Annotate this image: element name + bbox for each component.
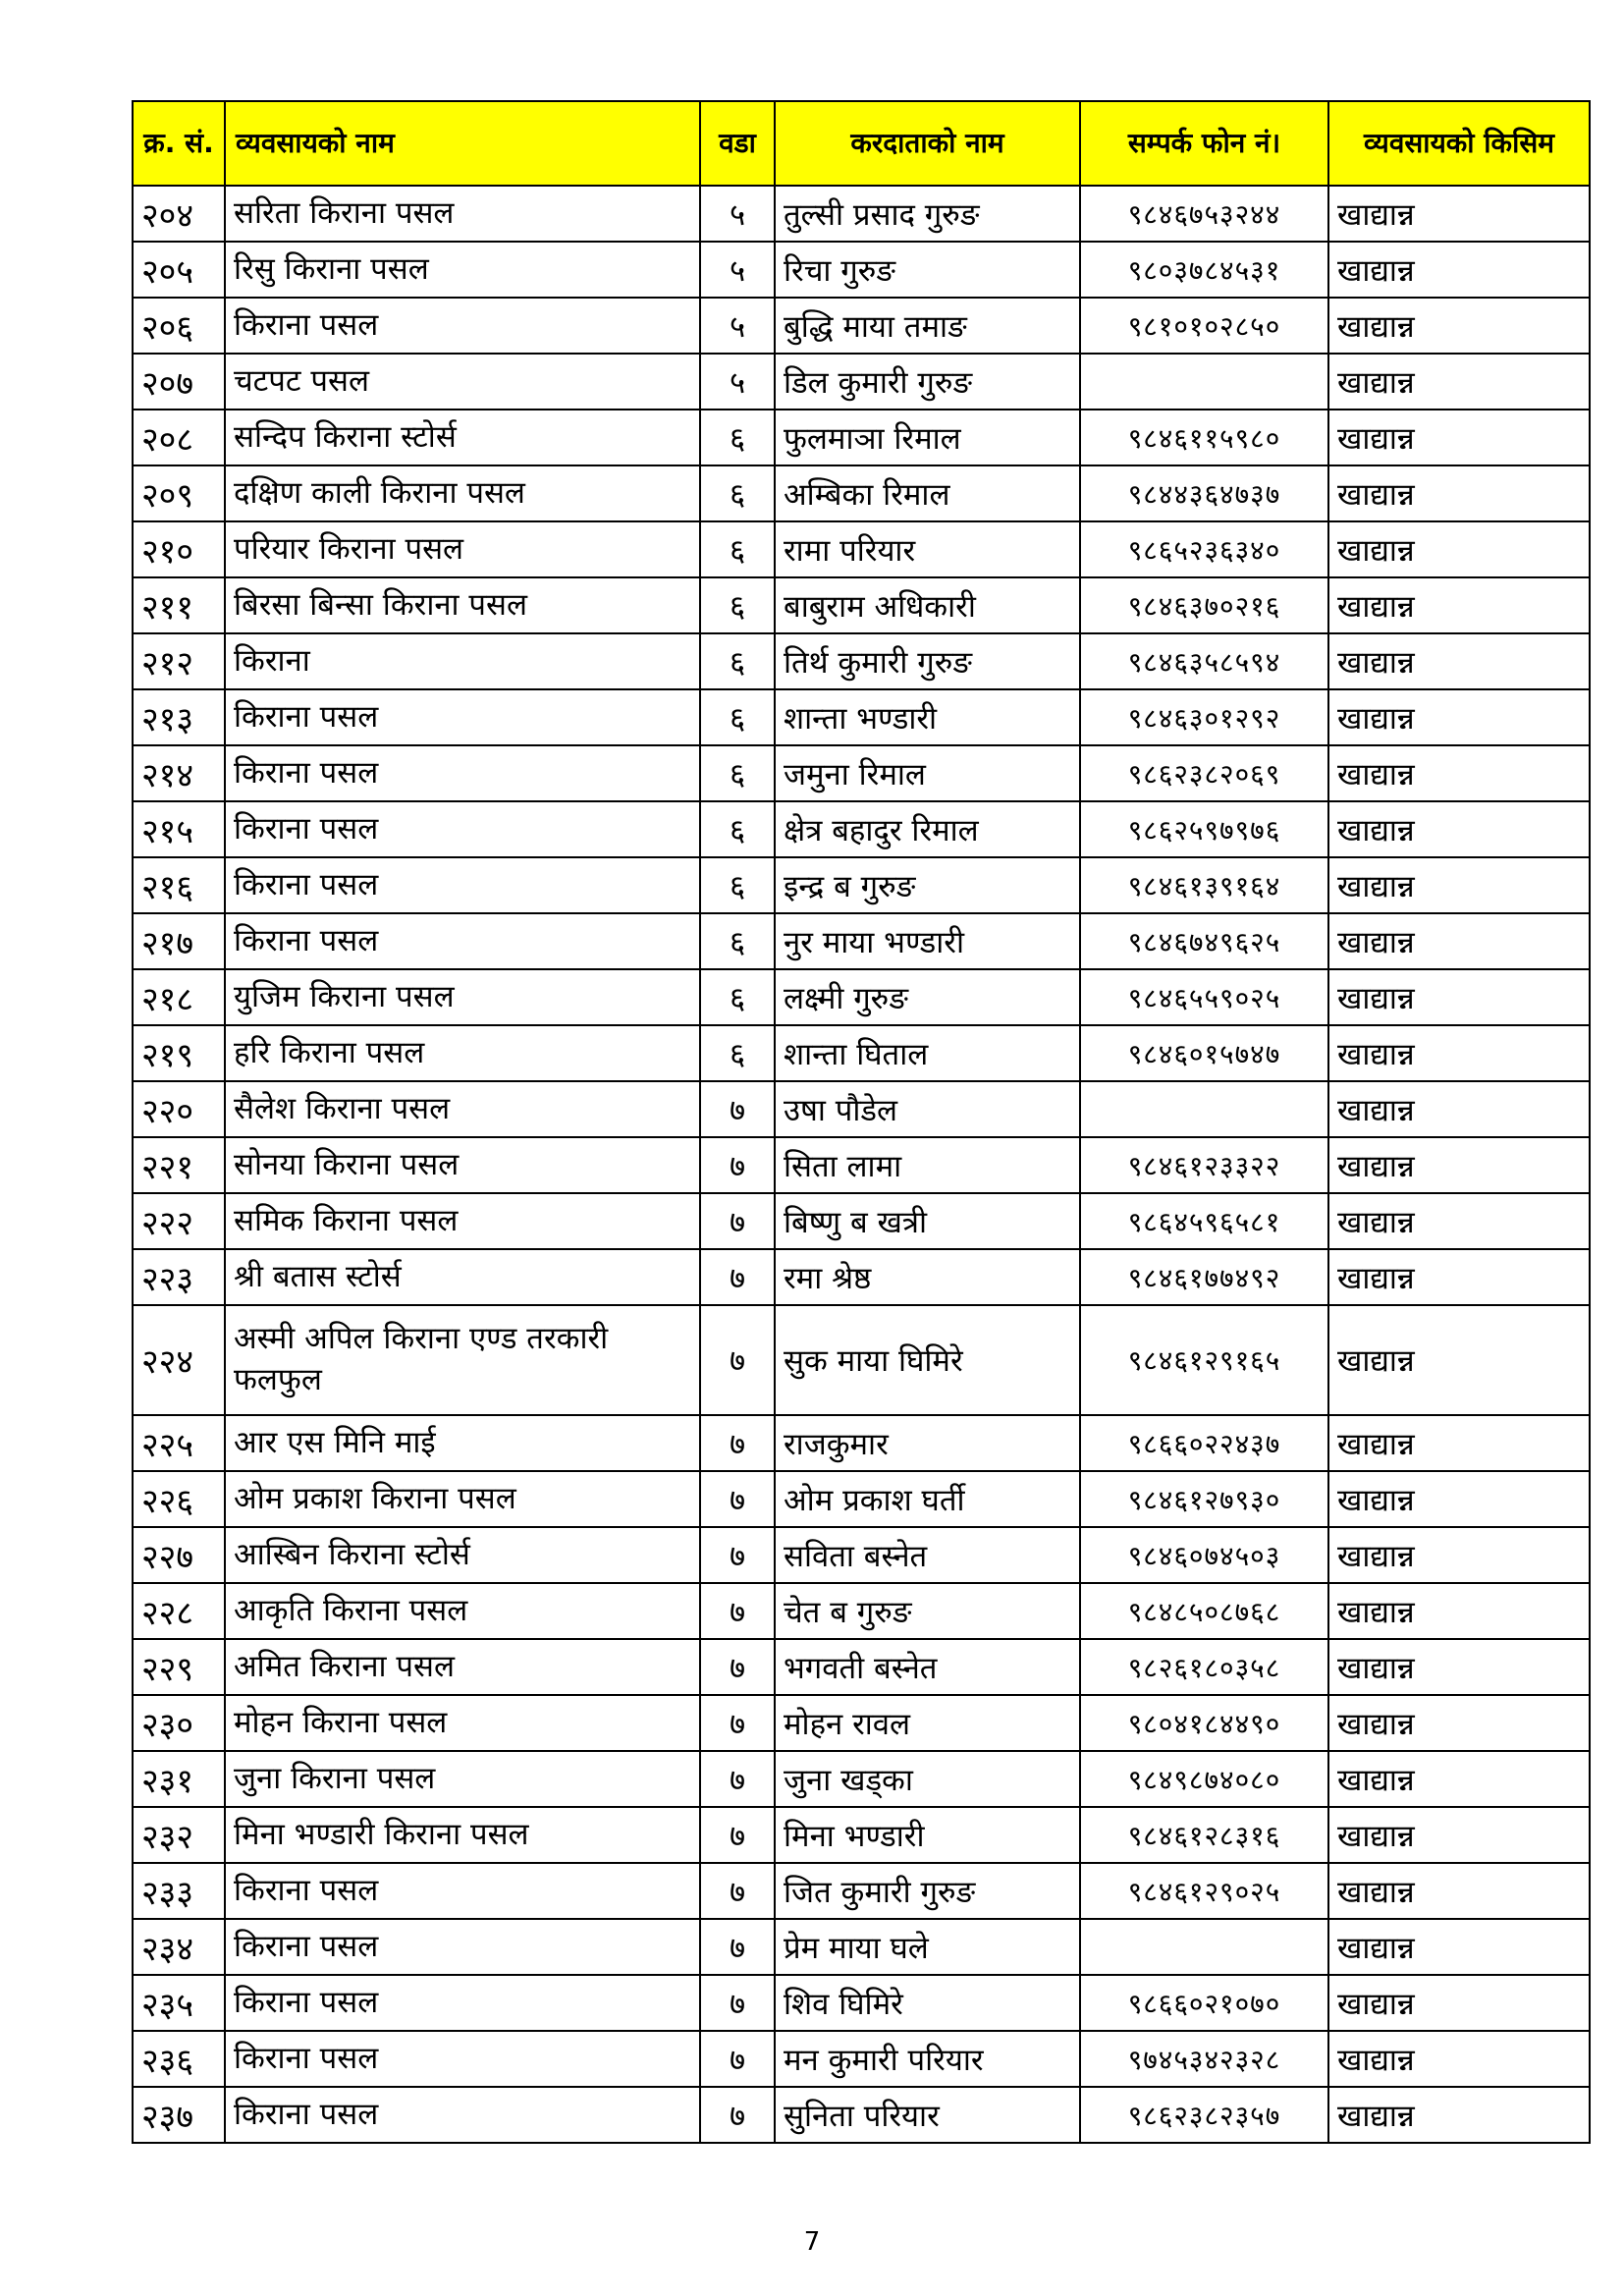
cell-ward: ७: [700, 1919, 775, 1975]
cell-business-type: खाद्यान्न: [1328, 1807, 1590, 1863]
cell-business-name: रिसु किराना पसल: [225, 242, 700, 298]
cell-taxpayer-name: फुलमाञा रिमाल: [775, 410, 1080, 465]
cell-contact-phone: ९८४६१२९१६५: [1080, 1305, 1328, 1415]
cell-business-name: सन्दिप किराना स्टोर्स: [225, 410, 700, 465]
cell-serial-number: २२३: [133, 1249, 225, 1305]
cell-serial-number: २१०: [133, 521, 225, 577]
cell-contact-phone: ९८४६०७४५०३: [1080, 1527, 1328, 1583]
table-row: [133, 1807, 1590, 1863]
cell-ward: ६: [700, 801, 775, 857]
cell-taxpayer-name: चेत ब गुरुङ: [775, 1583, 1080, 1639]
cell-business-name: सरिता किराना पसल: [225, 186, 700, 242]
cell-taxpayer-name: अम्बिका रिमाल: [775, 465, 1080, 521]
cell-serial-number: २२९: [133, 1639, 225, 1695]
table-header-row: [133, 101, 1590, 186]
header-ward: वडा: [700, 101, 775, 186]
cell-serial-number: २१३: [133, 689, 225, 745]
cell-taxpayer-name: जुना खड्का: [775, 1751, 1080, 1807]
cell-business-name: आकृति किराना पसल: [225, 1583, 700, 1639]
cell-business-name: सोनया किराना पसल: [225, 1137, 700, 1193]
table-row: [133, 1415, 1590, 1471]
cell-serial-number: २०४: [133, 186, 225, 242]
cell-ward: ६: [700, 913, 775, 969]
table-row: [133, 1639, 1590, 1695]
cell-serial-number: २३५: [133, 1975, 225, 2031]
cell-business-type: खाद्यान्न: [1328, 1193, 1590, 1249]
cell-serial-number: २३०: [133, 1695, 225, 1751]
cell-business-type: खाद्यान्न: [1328, 633, 1590, 689]
cell-business-name: किराना पसल: [225, 857, 700, 913]
cell-contact-phone: ९८६४५९६५८१: [1080, 1193, 1328, 1249]
cell-taxpayer-name: बाबुराम अधिकारी: [775, 577, 1080, 633]
cell-ward: ६: [700, 410, 775, 465]
cell-contact-phone: ९८४६१२९०२५: [1080, 1863, 1328, 1919]
cell-ward: ७: [700, 1415, 775, 1471]
cell-contact-phone: ९८४६७४९६२५: [1080, 913, 1328, 969]
cell-ward: ७: [700, 1975, 775, 2031]
cell-serial-number: २११: [133, 577, 225, 633]
header-business-name: व्यवसायको नाम: [225, 101, 700, 186]
cell-business-name: युजिम किराना पसल: [225, 969, 700, 1025]
cell-business-type: खाद्यान्न: [1328, 2087, 1590, 2143]
cell-business-name: परियार किराना पसल: [225, 521, 700, 577]
cell-business-name: किराना पसल: [225, 689, 700, 745]
cell-business-type: खाद्यान्न: [1328, 1919, 1590, 1975]
table-row: [133, 1249, 1590, 1305]
table-row: [133, 689, 1590, 745]
table-body: [133, 186, 1590, 2143]
cell-contact-phone: ९८४४३६४७३७: [1080, 465, 1328, 521]
cell-ward: ६: [700, 857, 775, 913]
table-row: [133, 410, 1590, 465]
cell-business-type: खाद्यान्न: [1328, 1249, 1590, 1305]
cell-taxpayer-name: शान्ता घिताल: [775, 1025, 1080, 1081]
cell-business-name: किराना पसल: [225, 1975, 700, 2031]
table-row: [133, 1527, 1590, 1583]
cell-contact-phone: [1080, 354, 1328, 410]
cell-business-type: खाद्यान्न: [1328, 801, 1590, 857]
cell-ward: ५: [700, 354, 775, 410]
cell-ward: ७: [700, 1081, 775, 1137]
cell-business-type: खाद्यान्न: [1328, 1137, 1590, 1193]
table-row: [133, 913, 1590, 969]
table-row: [133, 521, 1590, 577]
cell-business-name: किराना पसल: [225, 745, 700, 801]
cell-serial-number: २३७: [133, 2087, 225, 2143]
cell-taxpayer-name: ओम प्रकाश घर्ती: [775, 1471, 1080, 1527]
cell-taxpayer-name: तुल्सी प्रसाद गुरुङ: [775, 186, 1080, 242]
cell-business-type: खाद्यान्न: [1328, 1695, 1590, 1751]
table-row: [133, 801, 1590, 857]
table-row: [133, 1193, 1590, 1249]
cell-serial-number: २३३: [133, 1863, 225, 1919]
cell-taxpayer-name: जमुना रिमाल: [775, 745, 1080, 801]
cell-business-type: खाद्यान्न: [1328, 1527, 1590, 1583]
cell-contact-phone: ९८१०१०२८५०: [1080, 298, 1328, 354]
cell-business-name: अमित किराना पसल: [225, 1639, 700, 1695]
cell-contact-phone: ९८६६०२१०७०: [1080, 1975, 1328, 2031]
cell-business-name: जुना किराना पसल: [225, 1751, 700, 1807]
table-row: [133, 745, 1590, 801]
cell-serial-number: २२०: [133, 1081, 225, 1137]
table-row: [133, 577, 1590, 633]
cell-business-type: खाद्यान्न: [1328, 1471, 1590, 1527]
cell-business-type: खाद्यान्न: [1328, 410, 1590, 465]
page-number: 7: [803, 2227, 821, 2257]
header-serial-number: क्र. सं.: [133, 101, 225, 186]
cell-ward: ७: [700, 1137, 775, 1193]
cell-taxpayer-name: बुद्धि माया तमाङ: [775, 298, 1080, 354]
cell-business-type: खाद्यान्न: [1328, 242, 1590, 298]
cell-ward: ७: [700, 1527, 775, 1583]
cell-contact-phone: [1080, 1081, 1328, 1137]
table-row: [133, 465, 1590, 521]
table-row: [133, 186, 1590, 242]
table-row: [133, 1471, 1590, 1527]
cell-taxpayer-name: शान्ता भण्डारी: [775, 689, 1080, 745]
cell-serial-number: २०७: [133, 354, 225, 410]
cell-business-name: किराना पसल: [225, 1863, 700, 1919]
cell-serial-number: २०५: [133, 242, 225, 298]
cell-business-type: खाद्यान्न: [1328, 745, 1590, 801]
cell-business-type: खाद्यान्न: [1328, 913, 1590, 969]
cell-business-type: खाद्यान्न: [1328, 577, 1590, 633]
cell-business-type: खाद्यान्न: [1328, 1081, 1590, 1137]
cell-contact-phone: [1080, 1919, 1328, 1975]
cell-business-name: सैलेश किराना पसल: [225, 1081, 700, 1137]
cell-ward: ७: [700, 1249, 775, 1305]
table-row: [133, 1863, 1590, 1919]
cell-business-type: खाद्यान्न: [1328, 521, 1590, 577]
cell-taxpayer-name: राजकुमार: [775, 1415, 1080, 1471]
cell-ward: ७: [700, 1695, 775, 1751]
cell-contact-phone: ९८४६३०१२९२: [1080, 689, 1328, 745]
cell-ward: ७: [700, 1193, 775, 1249]
cell-taxpayer-name: लक्ष्मी गुरुङ: [775, 969, 1080, 1025]
cell-contact-phone: ९८४६५५९०२५: [1080, 969, 1328, 1025]
cell-business-type: खाद्यान्न: [1328, 298, 1590, 354]
cell-business-name: बिरसा बिन्सा किराना पसल: [225, 577, 700, 633]
cell-contact-phone: ९८६५२३६३४०: [1080, 521, 1328, 577]
cell-serial-number: २१५: [133, 801, 225, 857]
cell-serial-number: २२७: [133, 1527, 225, 1583]
cell-ward: ७: [700, 2031, 775, 2087]
cell-serial-number: २३६: [133, 2031, 225, 2087]
cell-serial-number: २२४: [133, 1305, 225, 1415]
table-row: [133, 1137, 1590, 1193]
cell-ward: ५: [700, 242, 775, 298]
cell-business-name: आर एस मिनि माई: [225, 1415, 700, 1471]
cell-taxpayer-name: सुक माया घिमिरे: [775, 1305, 1080, 1415]
cell-contact-phone: ९८६२३८२०६९: [1080, 745, 1328, 801]
cell-taxpayer-name: सविता बस्नेत: [775, 1527, 1080, 1583]
cell-business-type: खाद्यान्न: [1328, 1415, 1590, 1471]
cell-ward: ७: [700, 1639, 775, 1695]
cell-contact-phone: ९८४८५०८७६८: [1080, 1583, 1328, 1639]
cell-business-type: खाद्यान्न: [1328, 1975, 1590, 2031]
cell-taxpayer-name: इन्द्र ब गुरुङ: [775, 857, 1080, 913]
cell-ward: ७: [700, 1471, 775, 1527]
table-row: [133, 2031, 1590, 2087]
cell-business-name: दक्षिण काली किराना पसल: [225, 465, 700, 521]
cell-ward: ७: [700, 1305, 775, 1415]
cell-contact-phone: ९८४६३५८५९४: [1080, 633, 1328, 689]
cell-business-name: आस्बिन किराना स्टोर्स: [225, 1527, 700, 1583]
cell-contact-phone: ९८६२३८२३५७: [1080, 2087, 1328, 2143]
cell-contact-phone: ९८०३७८४५३१: [1080, 242, 1328, 298]
cell-business-type: खाद्यान्न: [1328, 689, 1590, 745]
cell-business-type: खाद्यान्न: [1328, 1583, 1590, 1639]
cell-taxpayer-name: मोहन रावल: [775, 1695, 1080, 1751]
cell-ward: ६: [700, 521, 775, 577]
cell-serial-number: २२६: [133, 1471, 225, 1527]
table-row: [133, 242, 1590, 298]
cell-business-type: खाद्यान्न: [1328, 354, 1590, 410]
cell-business-type: खाद्यान्न: [1328, 2031, 1590, 2087]
cell-taxpayer-name: तिर्थ कुमारी गुरुङ: [775, 633, 1080, 689]
cell-serial-number: २३४: [133, 1919, 225, 1975]
table-row: [133, 298, 1590, 354]
cell-ward: ५: [700, 186, 775, 242]
cell-business-name: हरि किराना पसल: [225, 1025, 700, 1081]
cell-business-name: मोहन किराना पसल: [225, 1695, 700, 1751]
cell-contact-phone: ९८४६३७०२१६: [1080, 577, 1328, 633]
cell-ward: ६: [700, 969, 775, 1025]
cell-business-type: खाद्यान्न: [1328, 969, 1590, 1025]
cell-taxpayer-name: रामा परियार: [775, 521, 1080, 577]
cell-business-type: खाद्यान्न: [1328, 186, 1590, 242]
header-contact-phone: सम्पर्क फोन नं।: [1080, 101, 1328, 186]
cell-contact-phone: ९८४६७५३२४४: [1080, 186, 1328, 242]
cell-taxpayer-name: मिना भण्डारी: [775, 1807, 1080, 1863]
cell-business-type: खाद्यान्न: [1328, 857, 1590, 913]
table-row: [133, 1583, 1590, 1639]
cell-business-name: चटपट पसल: [225, 354, 700, 410]
cell-taxpayer-name: रमा श्रेष्ठ: [775, 1249, 1080, 1305]
cell-business-name: किराना पसल: [225, 2031, 700, 2087]
cell-business-name: अस्मी अपिल किराना एण्ड तरकारी फलफुल: [225, 1305, 700, 1415]
cell-business-type: खाद्यान्न: [1328, 1025, 1590, 1081]
cell-ward: ६: [700, 1025, 775, 1081]
cell-serial-number: २२५: [133, 1415, 225, 1471]
cell-serial-number: २१६: [133, 857, 225, 913]
cell-ward: ७: [700, 1807, 775, 1863]
cell-taxpayer-name: भगवती बस्नेत: [775, 1639, 1080, 1695]
cell-contact-phone: ९८४६१७७४९२: [1080, 1249, 1328, 1305]
business-register-table: [132, 100, 1591, 2144]
cell-serial-number: २१४: [133, 745, 225, 801]
cell-contact-phone: ९८२६१८०३५८: [1080, 1639, 1328, 1695]
cell-contact-phone: ९८४६१३९१६४: [1080, 857, 1328, 913]
cell-ward: ७: [700, 1751, 775, 1807]
cell-business-type: खाद्यान्न: [1328, 465, 1590, 521]
cell-ward: ६: [700, 633, 775, 689]
table-row: [133, 1695, 1590, 1751]
cell-ward: ७: [700, 2087, 775, 2143]
cell-taxpayer-name: प्रेम माया घले: [775, 1919, 1080, 1975]
cell-business-name: ओम प्रकाश किराना पसल: [225, 1471, 700, 1527]
cell-serial-number: २२२: [133, 1193, 225, 1249]
cell-taxpayer-name: सुनिता परियार: [775, 2087, 1080, 2143]
header-taxpayer-name: करदाताको नाम: [775, 101, 1080, 186]
cell-business-name: किराना: [225, 633, 700, 689]
cell-serial-number: २२१: [133, 1137, 225, 1193]
cell-taxpayer-name: शिव घिमिरे: [775, 1975, 1080, 2031]
table-row: [133, 354, 1590, 410]
cell-business-name: समिक किराना पसल: [225, 1193, 700, 1249]
cell-contact-phone: ९८४६०१५७४७: [1080, 1025, 1328, 1081]
cell-ward: ६: [700, 465, 775, 521]
cell-serial-number: २०६: [133, 298, 225, 354]
cell-business-name: मिना भण्डारी किराना पसल: [225, 1807, 700, 1863]
cell-business-name: किराना पसल: [225, 2087, 700, 2143]
table-row: [133, 1919, 1590, 1975]
business-register-table-wrapper: [132, 100, 1589, 2144]
table-row: [133, 857, 1590, 913]
cell-business-name: किराना पसल: [225, 1919, 700, 1975]
cell-taxpayer-name: बिष्णु ब खत्री: [775, 1193, 1080, 1249]
cell-taxpayer-name: नुर माया भण्डारी: [775, 913, 1080, 969]
cell-taxpayer-name: रिचा गुरुङ: [775, 242, 1080, 298]
cell-serial-number: २०९: [133, 465, 225, 521]
cell-business-name: किराना पसल: [225, 913, 700, 969]
cell-business-type: खाद्यान्न: [1328, 1751, 1590, 1807]
cell-taxpayer-name: जित कुमारी गुरुङ: [775, 1863, 1080, 1919]
cell-business-type: खाद्यान्न: [1328, 1639, 1590, 1695]
cell-contact-phone: ९८४६१२३३२२: [1080, 1137, 1328, 1193]
cell-taxpayer-name: उषा पौडेल: [775, 1081, 1080, 1137]
cell-taxpayer-name: क्षेत्र बहादुर रिमाल: [775, 801, 1080, 857]
cell-contact-phone: ९८४६१२७९३०: [1080, 1471, 1328, 1527]
cell-ward: ७: [700, 1583, 775, 1639]
cell-serial-number: २१८: [133, 969, 225, 1025]
cell-contact-phone: ९८६२५९७९७६: [1080, 801, 1328, 857]
cell-contact-phone: ९८४६११५९८०: [1080, 410, 1328, 465]
cell-serial-number: २१९: [133, 1025, 225, 1081]
cell-ward: ६: [700, 745, 775, 801]
cell-ward: ७: [700, 1863, 775, 1919]
cell-business-name: श्री बतास स्टोर्स: [225, 1249, 700, 1305]
cell-serial-number: २१२: [133, 633, 225, 689]
table-row: [133, 2087, 1590, 2143]
cell-taxpayer-name: सिता लामा: [775, 1137, 1080, 1193]
table-row: [133, 1305, 1590, 1415]
cell-contact-phone: ९८४९८७४०८०: [1080, 1751, 1328, 1807]
cell-ward: ६: [700, 577, 775, 633]
table-row: [133, 633, 1590, 689]
cell-serial-number: २३१: [133, 1751, 225, 1807]
cell-business-type: खाद्यान्न: [1328, 1863, 1590, 1919]
cell-ward: ६: [700, 689, 775, 745]
cell-business-name: किराना पसल: [225, 801, 700, 857]
cell-serial-number: २२८: [133, 1583, 225, 1639]
table-row: [133, 1025, 1590, 1081]
cell-contact-phone: ९८६६०२२४३७: [1080, 1415, 1328, 1471]
cell-business-name: किराना पसल: [225, 298, 700, 354]
table-row: [133, 1081, 1590, 1137]
table-row: [133, 1751, 1590, 1807]
table-row: [133, 1975, 1590, 2031]
cell-business-type: खाद्यान्न: [1328, 1305, 1590, 1415]
cell-serial-number: २०८: [133, 410, 225, 465]
cell-ward: ५: [700, 298, 775, 354]
table-row: [133, 969, 1590, 1025]
header-business-type: व्यवसायको किसिम: [1328, 101, 1590, 186]
cell-taxpayer-name: मन कुमारी परियार: [775, 2031, 1080, 2087]
cell-serial-number: २३२: [133, 1807, 225, 1863]
cell-contact-phone: ९८४६१२८३१६: [1080, 1807, 1328, 1863]
cell-contact-phone: ९८०४१८४४९०: [1080, 1695, 1328, 1751]
cell-taxpayer-name: डिल कुमारी गुरुङ: [775, 354, 1080, 410]
cell-contact-phone: ९७४५३४२३२८: [1080, 2031, 1328, 2087]
cell-serial-number: २१७: [133, 913, 225, 969]
